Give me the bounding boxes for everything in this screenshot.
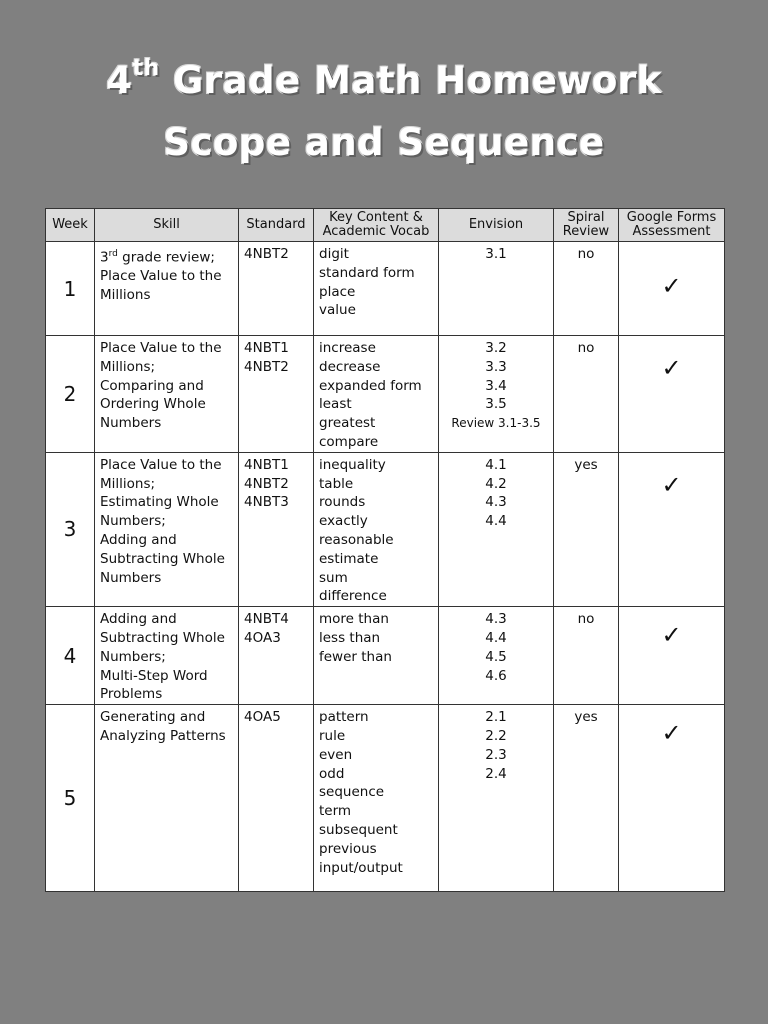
- header-standard: Standard: [239, 209, 314, 242]
- envision-cell: 4.1 4.2 4.3 4.4: [439, 452, 554, 606]
- spiral-review-cell: yes: [554, 705, 619, 892]
- checkmark-icon: ✓: [661, 470, 682, 499]
- header-vocab: Key Content & Academic Vocab: [314, 209, 439, 242]
- header-week: Week: [46, 209, 95, 242]
- week-number: 3: [46, 452, 95, 606]
- vocab-cell: more than less than fewer than: [314, 607, 439, 705]
- table-row: [46, 607, 725, 705]
- envision-cell: 4.3 4.4 4.5 4.6: [439, 607, 554, 705]
- table-row: [46, 452, 725, 606]
- standard-cell: 4NBT4 4OA3: [239, 607, 314, 705]
- table-header-row: [46, 209, 725, 242]
- header-skill: Skill: [95, 209, 239, 242]
- spiral-review-cell: no: [554, 607, 619, 705]
- standard-cell: 4OA5: [239, 705, 314, 892]
- vocab-cell: inequality table rounds exactly reasonable estimate sum difference: [314, 452, 439, 606]
- checkmark-icon: ✓: [661, 272, 682, 300]
- page-title: [0, 50, 768, 174]
- header-envision: Envision: [439, 209, 554, 242]
- assessment-cell: [619, 242, 725, 336]
- spiral-review-cell: no: [554, 242, 619, 336]
- skill-cell: Generating and Analyzing Patterns: [95, 705, 239, 892]
- week-number: 2: [46, 336, 95, 453]
- vocab-cell: digit standard form place value: [314, 242, 439, 336]
- checkmark-icon: ✓: [661, 621, 682, 650]
- assessment-cell: [619, 607, 725, 705]
- week-number: 4: [46, 607, 95, 705]
- vocab-cell: increase decrease expanded form least greatest compare: [314, 336, 439, 453]
- vocab-cell: pattern rule even odd sequence term subsequent previous input/output: [314, 705, 439, 892]
- spiral-review-cell: yes: [554, 452, 619, 606]
- skill-cell: Adding and Subtracting Whole Numbers; Multi-Step Word Problems: [95, 607, 239, 705]
- week-number: 5: [46, 705, 95, 892]
- skill-cell: 3rd grade review; Place Value to the Millions: [95, 242, 239, 336]
- checkmark-icon: ✓: [661, 719, 682, 748]
- scope-sequence-table: [45, 208, 725, 892]
- checkmark-icon: ✓: [661, 354, 682, 382]
- envision-cell: 3.1: [439, 242, 554, 336]
- skill-cell: Place Value to the Millions; Estimating Whole Numbers; Adding and Subtracting Whole Numbers: [95, 452, 239, 606]
- header-google-forms: Google Forms Assessment: [619, 209, 725, 242]
- spiral-review-cell: no: [554, 336, 619, 453]
- table-row: [46, 242, 725, 336]
- skill-cell: Place Value to the Millions; Comparing and Ordering Whole Numbers: [95, 336, 239, 453]
- table-row: [46, 705, 725, 892]
- table-row: [46, 336, 725, 453]
- envision-cell: 2.1 2.2 2.3 2.4: [439, 705, 554, 892]
- week-number: 1: [46, 242, 95, 336]
- assessment-cell: [619, 452, 725, 606]
- title-line-1: 4th Grade Math Homework: [106, 56, 662, 102]
- title-line-2: Scope and Sequence: [163, 121, 605, 164]
- standard-cell: 4NBT1 4NBT2 4NBT3: [239, 452, 314, 606]
- assessment-cell: [619, 705, 725, 892]
- standard-cell: 4NBT2: [239, 242, 314, 336]
- envision-cell: 3.2 3.3 3.4 3.5 Review 3.1-3.5: [439, 336, 554, 453]
- header-spiral-review: Spiral Review: [554, 209, 619, 242]
- assessment-cell: [619, 336, 725, 453]
- standard-cell: 4NBT1 4NBT2: [239, 336, 314, 453]
